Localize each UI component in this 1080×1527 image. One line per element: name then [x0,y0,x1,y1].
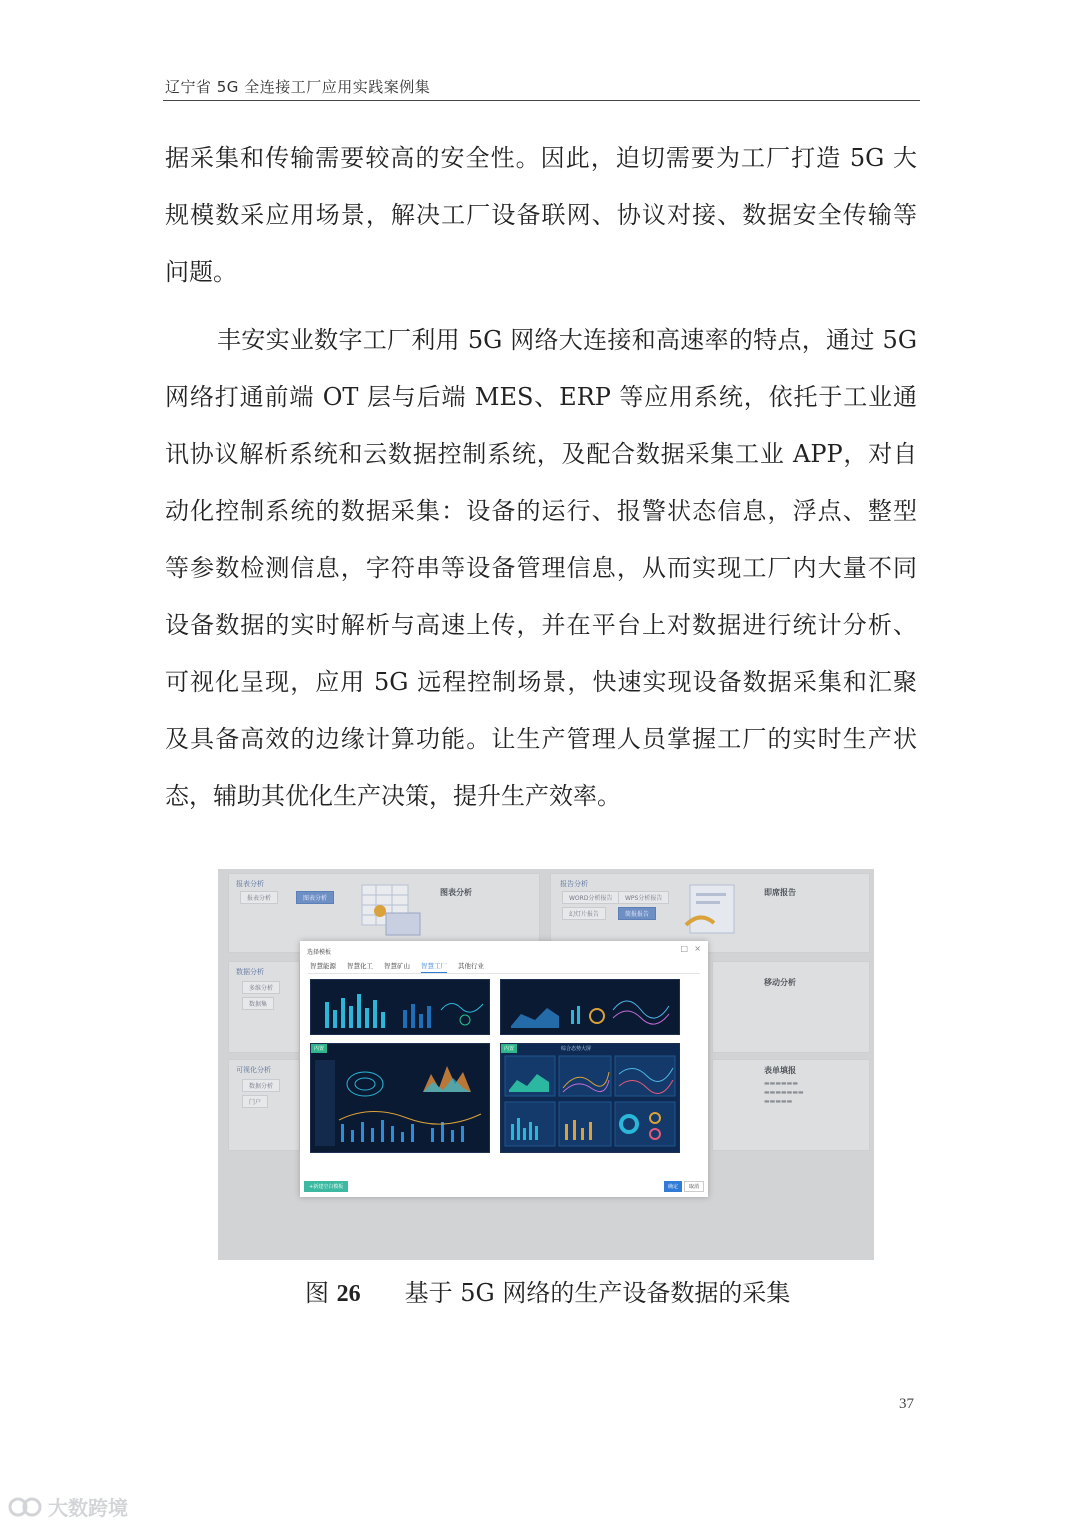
chart-illustration-icon [356,883,428,939]
bg-heading: 即席报告 [764,888,796,897]
bg-card-title: 报表分析 [236,880,264,888]
header-title: 辽宁省 5G 全连接工厂应用实践案例集 [165,78,431,96]
template-thumbnail[interactable] [310,1043,490,1153]
tab-smart-chemical[interactable]: 智慧化工 [347,962,373,970]
report-illustration-icon [680,881,750,941]
bg-heading: 移动分析 [764,978,796,987]
bg-button: 多维分析 [242,981,280,994]
paragraph-line: 及具备高效的边缘计算功能。让生产管理人员掌握工厂的实时生产状 [165,725,917,753]
bg-button: 幻灯片报告 [562,907,606,920]
confirm-button[interactable]: 确定 [664,1181,682,1192]
bg-button: 数据集 [242,997,274,1010]
caption-label: 图 [305,1279,329,1307]
paragraph-line: 网络打通前端 OT 层与后端 MES、ERP 等应用系统，依托于工业通 [165,383,917,411]
paragraph-2 [165,312,917,825]
template-thumbnail[interactable] [310,979,490,1035]
watermark [8,1492,128,1521]
paragraph-line: 规模数采应用场景，解决工厂设备联网、协议对接、数据安全传输等 [165,201,917,229]
bg-card-title: 报告分析 [560,880,588,888]
tab-divider [308,973,700,974]
bg-button: 图表分析 [296,891,334,904]
bg-button: 报表分析 [240,891,278,904]
bg-card-title: 数据分析 [236,968,264,976]
dashboard-preview [311,1044,489,1152]
bg-card-mobile [712,961,870,1053]
tab-smart-mining[interactable]: 智慧矿山 [384,962,410,970]
paragraph-line: 动化控制系统的数据采集：设备的运行、报警状态信息，浮点、整型 [165,497,917,525]
paragraph-line: 据采集和传输需要较高的安全性。因此，迫切需要为工厂打造 5G 大 [165,144,917,172]
builtin-badge: 内置 [311,1044,327,1053]
page-number: 37 [899,1396,914,1412]
dashboard-preview [501,1044,679,1152]
figure-caption [305,1273,790,1308]
template-dialog[interactable] [300,941,708,1197]
maximize-icon[interactable]: □ [680,944,688,953]
paragraph-line: 态，辅助其优化生产决策，提升生产效率。 [165,782,621,810]
dashboard-title: 综合态势大屏 [561,1046,592,1052]
caption-number: 26 [336,1281,361,1307]
watermark-logo-icon [8,1494,44,1520]
cancel-button[interactable]: 取消 [684,1181,704,1192]
bg-button: WPS分析报告 [618,891,669,904]
tab-other-industry[interactable]: 其他行业 [458,962,484,970]
watermark-text: 大数跨境 [48,1496,128,1520]
bg-heading: 图表分析 [440,888,472,897]
bg-button: 简报报告 [618,907,656,920]
dialog-tabs [310,961,484,973]
template-thumbnail[interactable] [500,1043,680,1153]
caption-text: 基于 5G 网络的生产设备数据的采集 [404,1279,791,1307]
figure-screenshot [218,869,874,1260]
tab-smart-factory[interactable]: 智慧工厂 [421,961,447,973]
tab-smart-energy[interactable]: 智慧能源 [310,962,336,970]
new-blank-template-button[interactable]: +新建空白模板 [304,1181,348,1192]
builtin-badge: 内置 [501,1044,517,1053]
bg-description: ▬▬▬▬▬▬ ▬▬▬▬▬▬▬ ▬▬▬▬▬ [764,1080,804,1105]
bg-button: WORD分析报告 [562,891,619,904]
bg-heading: 表单填报 [764,1066,796,1075]
bg-card-title: 可视化分析 [236,1066,271,1074]
paragraph-line: 等参数检测信息，字符串等设备管理信息，从而实现工厂内大量不同 [165,554,917,582]
bg-button: 数据分析 [242,1079,280,1092]
paragraph-1 [165,130,917,301]
dashboard-preview [311,980,489,1034]
dashboard-preview [501,980,679,1034]
paragraph-line: 设备数据的实时解析与高速上传，并在平台上对数据进行统计分析、 [165,611,917,639]
header-rule [163,100,920,101]
paragraph-line: 丰安实业数字工厂利用 5G 网络大连接和高速率的特点，通过 5G [217,326,917,354]
template-thumbnail[interactable] [500,979,680,1035]
dialog-title: 选择模板 [307,949,332,956]
paragraph-line: 可视化呈现，应用 5G 远程控制场景，快速实现设备数据采集和汇聚 [165,668,917,696]
paragraph-line: 问题。 [165,258,237,286]
close-icon[interactable]: × [694,944,701,953]
bg-button: 门户 [242,1095,268,1108]
paragraph-line: 讯协议解析系统和云数据控制系统，及配合数据采集工业 APP，对自 [165,440,917,468]
